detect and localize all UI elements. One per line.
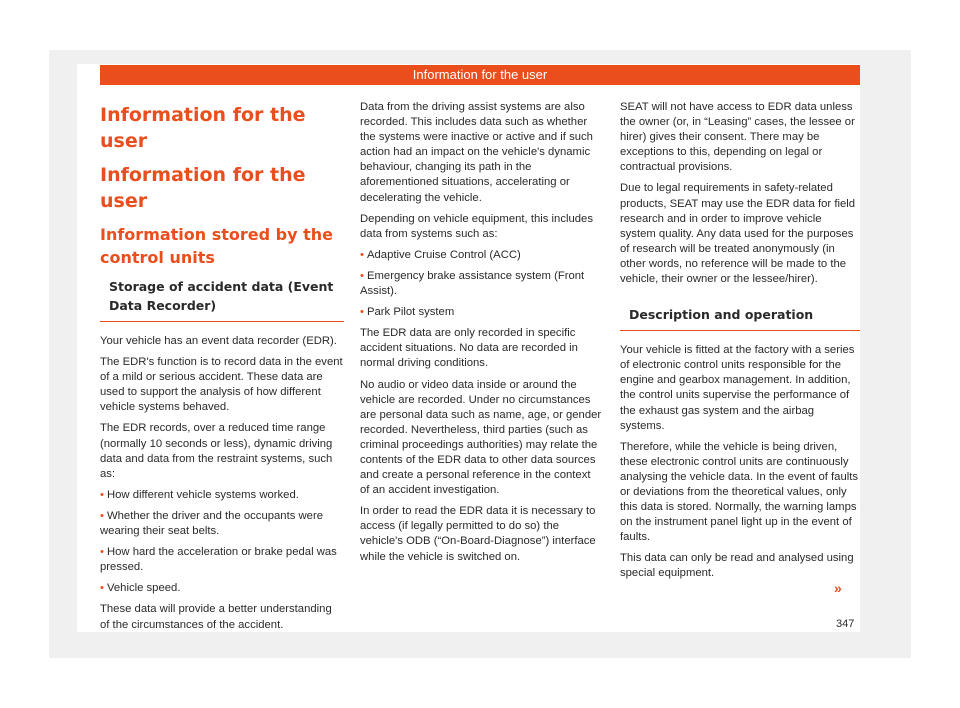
column-left bbox=[100, 100, 344, 639]
paragraph: The EDR records, over a reduced time range (normally 10 seconds or less), dynamic driving data and data from the restraint systems, such as: bbox=[100, 422, 333, 480]
list-item: • How different vehicle systems worked. bbox=[100, 488, 299, 501]
bullet-icon: • bbox=[100, 546, 104, 559]
section-title: Information for the user bbox=[100, 164, 306, 212]
bullet-icon: • bbox=[360, 306, 364, 319]
bullet-icon: • bbox=[100, 488, 104, 501]
column-middle bbox=[360, 100, 602, 571]
column-right bbox=[620, 100, 860, 588]
page-number: 347 bbox=[836, 618, 855, 630]
list-item: • Emergency brake assistance system (Front Assist). bbox=[360, 269, 585, 298]
topic-heading-description: Description and operation bbox=[620, 305, 860, 331]
bullet-icon: • bbox=[360, 248, 364, 261]
paragraph: Your vehicle is fitted at the factory with a series of electronic control units responsible for the engine and gearbox management. In addition, the control units supervise the performance of the exhaust gas system and the airbag systems. bbox=[620, 344, 855, 432]
bullet-icon: • bbox=[100, 582, 104, 595]
topic-heading-edr: Storage of accident data (Event Data Recorder) bbox=[100, 277, 344, 322]
paragraph: Your vehicle has an event data recorder (EDR). bbox=[100, 335, 337, 347]
paragraph: This data can only be read and analysed using special equipment. bbox=[620, 552, 854, 580]
chapter-title: Information for the user bbox=[100, 104, 306, 152]
paragraph: Due to legal requirements in safety-related products, SEAT may use the EDR data for field research and in order to improve vehicle system quality. Any data used for the purposes of research will be treated anonymously (in other words, no reference will be made to the vehicle, their owner or the lessee/hirer). bbox=[620, 182, 856, 286]
paragraph: SEAT will not have access to EDR data unless the owner (or, in “Leasing” cases, the lessee or hirer) gives their consent. There may be exceptions to this, depending on legal or contractual provisions. bbox=[620, 101, 855, 174]
paragraph: Depending on vehicle equipment, this includes data from systems such as: bbox=[360, 212, 593, 240]
paragraph: In order to read the EDR data it is necessary to access (if legally permitted to do so) the vehicle's ODB (“On-Board-Diagnose”) interface while the vehicle is switched on. bbox=[360, 505, 596, 563]
bullet-icon: • bbox=[360, 269, 364, 282]
paragraph: The EDR's function is to record data in the event of a mild or serious accident. These data are used to support the analysis of how different vehicle systems behaved. bbox=[100, 356, 343, 414]
list-item: • Whether the driver and the occupants were wearing their seat belts. bbox=[100, 509, 323, 538]
subsection-title: Information stored by the control units bbox=[100, 225, 334, 267]
list-item: • How hard the acceleration or brake pedal was pressed. bbox=[100, 546, 337, 574]
running-header: Information for the user bbox=[100, 65, 860, 85]
bullet-icon: • bbox=[100, 509, 104, 522]
paragraph: No audio or video data inside or around the vehicle are recorded. Under no circumstances are personal data such as name, age, or gender recorded. Nevertheless, third parties (such as criminal proceedings authorities) may relate the contents of the EDR data to other data sources and create a personal reference in the context of an accident investigation. bbox=[360, 378, 602, 497]
list-item: • Vehicle speed. bbox=[100, 582, 181, 595]
continue-arrow-icon: » bbox=[834, 580, 842, 596]
paragraph: Therefore, while the vehicle is being driven, these electronic control units are continuously analysing the vehicle data. In the event of faults or deviations from the theoretical values, only this data is stored. Normally, the warning lamps on the instrument panel light up in the event of faults. bbox=[620, 440, 859, 544]
list-item: • Park Pilot system bbox=[360, 306, 455, 319]
paragraph: These data will provide a better understanding of the circumstances of the accident. bbox=[100, 603, 332, 631]
list-item: • Adaptive Cruise Control (ACC) bbox=[360, 248, 521, 261]
paragraph: The EDR data are only recorded in specific accident situations. No data are recorded in normal driving conditions. bbox=[360, 327, 578, 370]
paragraph: Data from the driving assist systems are also recorded. This includes data such as whether the systems were inactive or active and if such action had an impact on the vehicle's dynamic behaviour, changing its path in the aforementioned situations, accelerating or decelerating the vehicle. bbox=[360, 101, 593, 204]
